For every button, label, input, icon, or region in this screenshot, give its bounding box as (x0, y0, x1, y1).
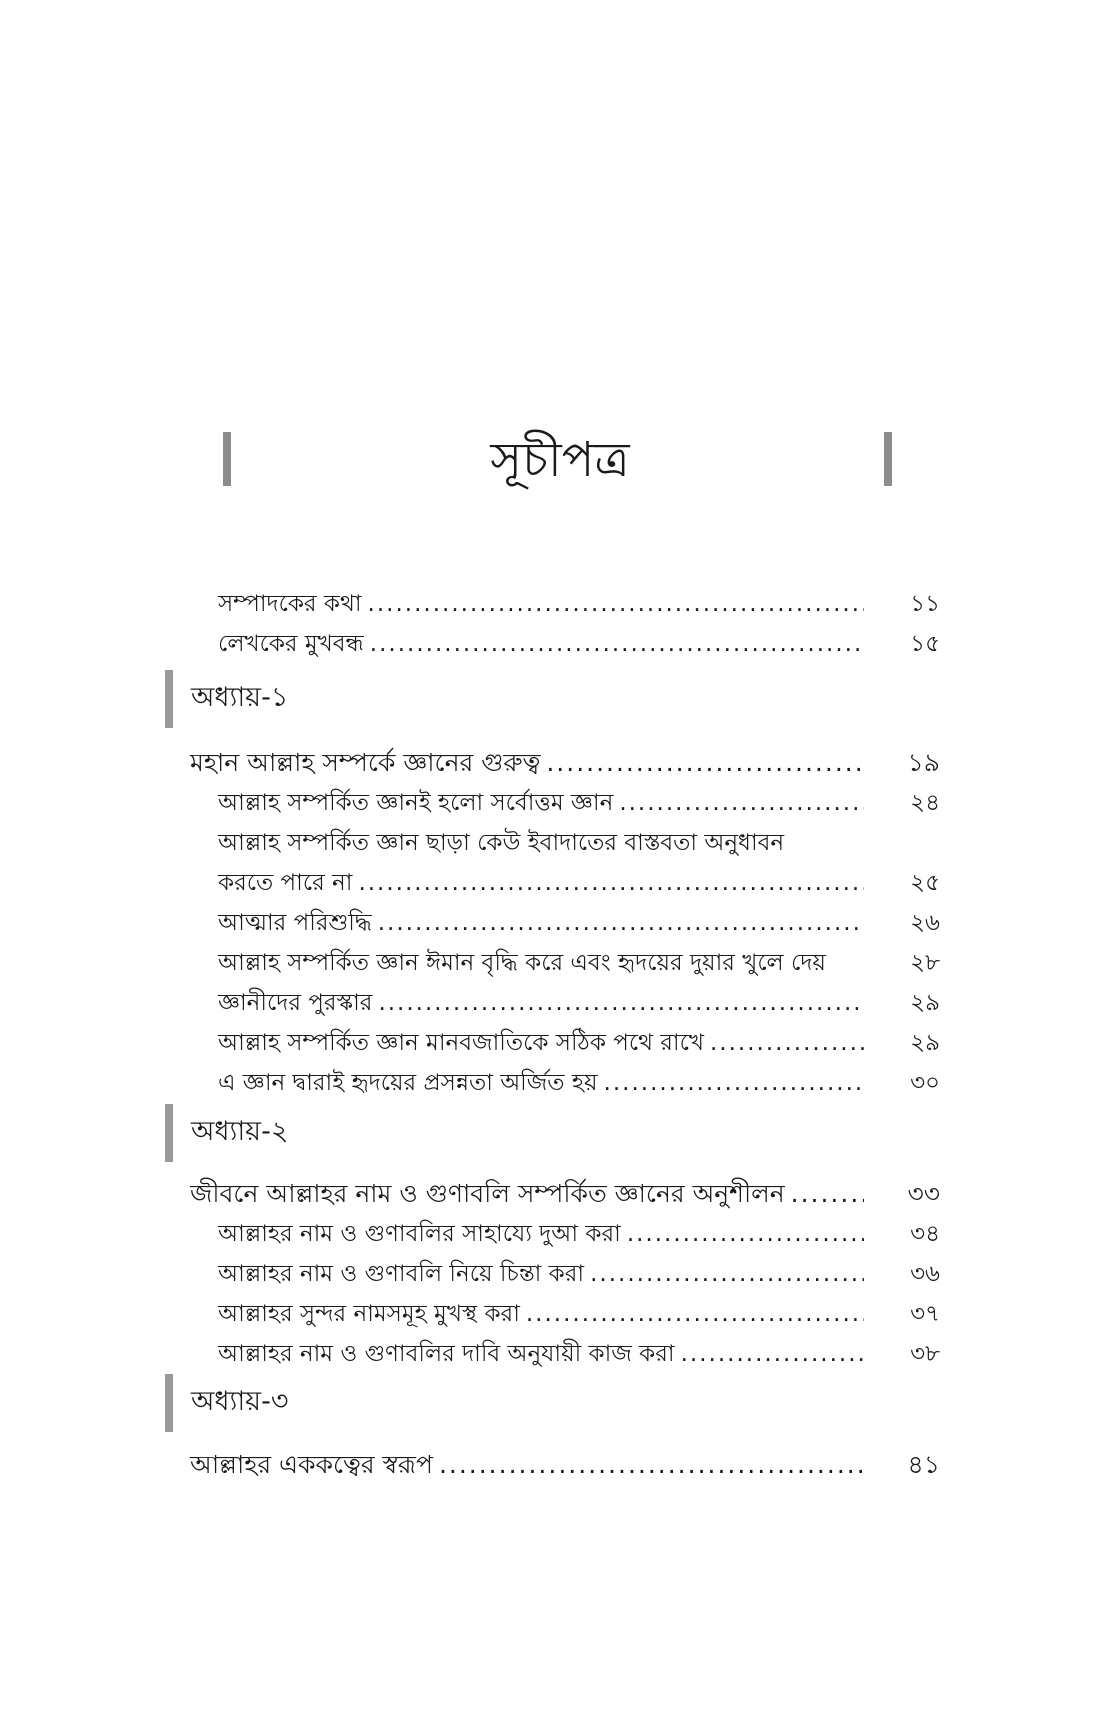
toc-entry-page: ৩৮ (910, 1341, 940, 1367)
toc-entry-page: ৩৪ (910, 1221, 940, 1247)
toc-entry[interactable] (218, 1294, 940, 1334)
dot-leader (604, 1063, 864, 1103)
toc-entry-label: আল্লাহর এককত্বের স্বরূপ (190, 1450, 433, 1479)
chapter-marker-bar (165, 670, 173, 728)
toc-entry-label: মহান আল্লাহ সম্পর্কে জ্ঞানের গুরুত্ব (190, 748, 541, 777)
toc-entry[interactable] (218, 823, 870, 863)
toc-entry-label: করতে পারে না (218, 870, 353, 896)
dot-leader (710, 1023, 864, 1063)
toc-entry-label: আল্লাহ সম্পর্কিত জ্ঞানই হলো সর্বোত্তম জ্ঞান (218, 790, 614, 816)
chapter-heading-label: অধ্যায়-৩ (191, 1385, 289, 1417)
page-title: সূচীপত্র (490, 432, 630, 488)
toc-entry[interactable] (218, 1023, 940, 1063)
dot-leader (791, 1174, 864, 1214)
chapter-heading (165, 1104, 288, 1162)
chapter-heading (165, 1374, 288, 1432)
toc-entry-label: সম্পাদকের কথা (218, 591, 362, 617)
toc-entry-page: ১১ (910, 591, 940, 617)
toc-entry-label: জীবনে আল্লাহর নাম ও গুণাবলি সম্পর্কিত জ্ঞানের অনুশীলন (190, 1179, 785, 1208)
toc-entry-page: ৪১ (907, 1450, 940, 1479)
toc-chapter-main-entry[interactable] (190, 743, 940, 783)
toc-entry-page: ১৫ (910, 631, 940, 657)
toc-entry[interactable] (218, 624, 940, 664)
toc-entry-page: ২৫ (910, 870, 940, 896)
toc-entry-label: আল্লাহর নাম ও গুণাবলির সাহায্যে দুআ করা (218, 1221, 621, 1247)
dot-leader (681, 1334, 864, 1374)
toc-entry[interactable] (218, 1254, 940, 1294)
toc-entry-label: আত্মার পরিশুদ্ধি (218, 910, 372, 936)
toc-entry[interactable] (218, 863, 940, 903)
toc-entry[interactable] (218, 584, 940, 624)
toc-entry[interactable] (218, 943, 940, 983)
toc-entry-label: জ্ঞানীদের পুরস্কার (218, 990, 373, 1016)
dot-leader (378, 983, 864, 1023)
toc-entry-label: আল্লাহর নাম ও গুণাবলির দাবি অনুযায়ী কাজ করা (218, 1341, 675, 1367)
toc-entry-page: ৩৭ (910, 1301, 940, 1327)
dot-leader (590, 1254, 864, 1294)
title-block (0, 420, 1120, 540)
toc-entry-label: লেখকের মুখবন্ধ (218, 631, 364, 657)
chapter-marker-bar (165, 1374, 173, 1432)
chapter-heading-label: অধ্যায়-১ (191, 681, 289, 713)
chapter-heading (165, 670, 288, 728)
dot-leader (619, 783, 864, 823)
toc-entry[interactable] (218, 983, 940, 1023)
dot-leader (370, 624, 864, 664)
toc-entry-page: ৩৬ (910, 1261, 940, 1287)
toc-entry-page: ৩০ (910, 1070, 940, 1096)
dot-leader (526, 1294, 864, 1334)
toc-entry[interactable] (218, 1063, 940, 1103)
chapter-heading-label: অধ্যায়-২ (191, 1115, 289, 1147)
toc-chapter-main-entry[interactable] (190, 1445, 940, 1485)
toc-entry-page: ২৮ (910, 950, 940, 976)
toc-entry-page: ২৬ (910, 910, 940, 936)
chapter-marker-bar (165, 1104, 173, 1162)
toc-entry[interactable] (218, 903, 940, 943)
toc-entry-page: ১৯ (907, 748, 940, 777)
toc-entry-label: আল্লাহ সম্পর্কিত জ্ঞান মানবজাতিকে সঠিক পথে রাখে (218, 1030, 704, 1056)
dot-leader (378, 903, 864, 943)
dot-leader (358, 863, 864, 903)
toc-chapter-main-entry[interactable] (190, 1174, 940, 1214)
toc-entry-page: ২৯ (910, 990, 940, 1016)
toc-entry-label: আল্লাহ সম্পর্কিত জ্ঞান ঈমান বৃদ্ধি করে এবং হৃদয়ের দুয়ার খুলে দেয় (218, 950, 826, 976)
toc-entry[interactable] (218, 1214, 940, 1254)
toc-entry-page: ২৪ (910, 790, 940, 816)
toc-entry-page: ২৯ (910, 1030, 940, 1056)
dot-leader (439, 1445, 864, 1485)
dot-leader (368, 584, 864, 624)
dot-leader (627, 1214, 864, 1254)
toc-entry[interactable] (218, 1334, 940, 1374)
title-bar-right (884, 432, 892, 486)
toc-entry[interactable] (218, 783, 940, 823)
dot-leader (546, 743, 864, 783)
toc-entry-label: আল্লাহর সুন্দর নামসমূহ মুখস্থ করা (218, 1301, 520, 1327)
toc-entry-label: আল্লাহর নাম ও গুণাবলি নিয়ে চিন্তা করা (218, 1261, 585, 1287)
toc-entry-page: ৩৩ (907, 1179, 940, 1208)
toc-entry-label: এ জ্ঞান দ্বারাই হৃদয়ের প্রসন্নতা অর্জিত হয় (218, 1070, 598, 1096)
toc-entry-label: আল্লাহ সম্পর্কিত জ্ঞান ছাড়া কেউ ইবাদাতের বাস্তবতা অনুধাবন (218, 830, 785, 856)
